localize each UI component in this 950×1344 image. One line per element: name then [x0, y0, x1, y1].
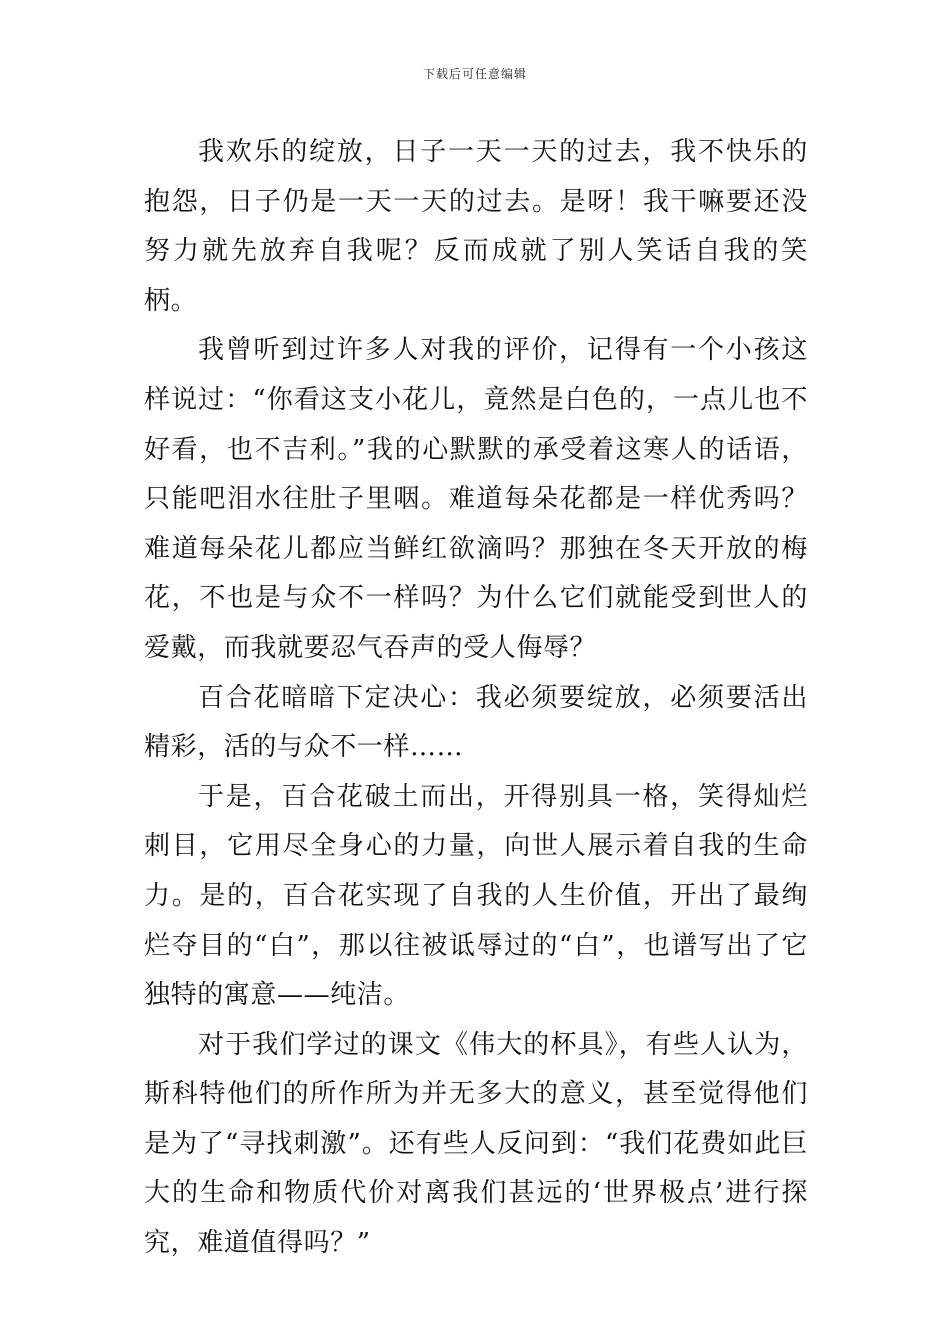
paragraph-5: 对于我们学过的课文《伟大的杯具》，有些人认为，斯科特他们的所作所为并无多大的意义，甚至觉得他们是为了“寻找刺激”。还有些人反问到：“我们花费如此巨大的生命和物质代价对离我们甚远的‘世界极点’进行探究，难道值得吗？”: [144, 1029, 808, 1259]
paragraph-3: 百合花暗暗下定决心：我必须要绽放，必须要活出精彩，活的与众不一样……: [144, 682, 808, 763]
page-header-note: 下载后可任意编辑: [422, 67, 527, 81]
paragraph-4: 于是，百合花破土而出，开得别具一格，笑得灿烂刺目，它用尽全身心的力量，向世人展示着自我的生命力。是的，百合花实现了自我的人生价值，开出了最绚烂夺目的“白”，那以往被诋辱过的“白”，也谱写出了它独特的寓意——纯洁。: [144, 781, 808, 1011]
document-body: [144, 128, 808, 1269]
paragraph-1: 我欢乐的绽放，日子一天一天的过去，我不快乐的抱怨，日子仍是一天一天的过去。是呀！我干嘛要还没努力就先放弃自我呢？反而成就了别人笑话自我的笑柄。: [144, 137, 808, 316]
paragraph-2: 我曾听到过许多人对我的评价，记得有一个小孩这样说过：“你看这支小花儿，竟然是白色的，一点儿也不好看，也不吉利。”我的心默默的承受着这寒人的话语，只能吧泪水往肚子里咽。难道每朵花都是一样优秀吗？难道每朵花儿都应当鲜红欲滴吗？那独在冬天开放的梅花，不也是与众不一样吗？为什么它们就能受到世人的爱戴，而我就要忍气吞声的受人侮辱？: [144, 335, 808, 663]
